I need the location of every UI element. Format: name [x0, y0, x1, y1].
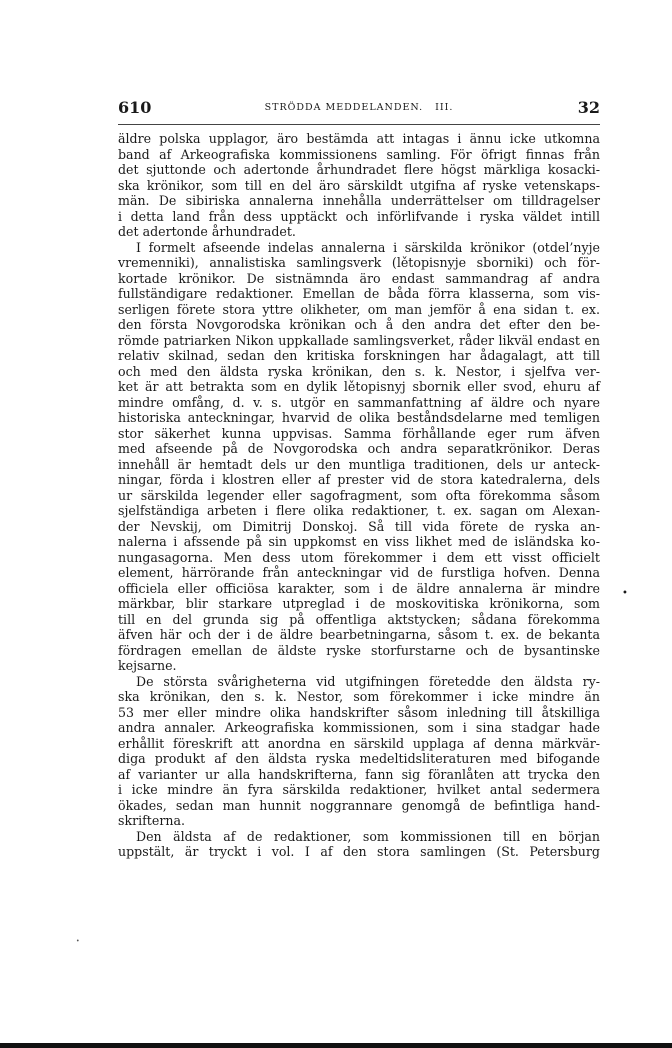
text-line: uppstält, är tryckt i vol. I af den stora samlingen (St. Petersburg	[118, 844, 600, 859]
text-line: män. De sibiriska annalerna innehålla underrättelser om tilldragelser	[118, 193, 600, 208]
text-line: det sjuttonde och adertonde århundradet flere högst märkliga kosacki-	[118, 162, 600, 177]
text-line: I formelt afseende indelas annalerna i särskilda krönikor (otdel’nyje	[136, 239, 600, 255]
text-line: till en del grunda sig på offentliga aktstycken; sådana förekomma	[118, 611, 600, 627]
running-title-text: STRÖDDA MEDDELANDEN.	[264, 102, 424, 113]
text-line: ur särskilda legender eller sagofragment, som ofta förekomma såsom	[118, 487, 600, 503]
section-number: 32	[577, 98, 600, 117]
text-line: relativ skilnad, sedan den kritiska forskningen har ådagalagt, att till	[118, 348, 600, 363]
text-line: serligen förete stora yttre olikheter, om man jemför å ena sidan t. ex.	[118, 301, 600, 317]
text-line: kortade krönikor. De sistnämnda äro endast sammandrag af andra	[118, 270, 600, 286]
text-line: af varianter ur alla handskrifterna, fann sig föranlåten att trycka den	[118, 766, 600, 782]
text-line: römde patriarken Nikon uppkallade samlingsverket, råder likväl endast en	[118, 332, 600, 348]
running-title	[118, 102, 600, 113]
text-line: der Nevskij, om Dimitrij Donskoj. Så till vida förete de ryska an-	[118, 518, 600, 534]
text-line: fördragen emellan de äldste ryske storfurstarne och de bysantinske	[118, 642, 600, 658]
text-line: mindre omfång, d. v. s. utgör en sammanfattning af äldre och nyare	[118, 394, 600, 410]
page-number: 610	[118, 98, 152, 117]
text-line: i icke mindre än fyra särskilda redaktioner, hvilket antal sedermera	[118, 782, 600, 797]
text-line: element, härrörande från anteckningar vid de furstliga hofven. Denna	[118, 565, 600, 580]
text-line: ska krönikan, den s. k. Nestor, som förekommer i icke mindre än	[118, 689, 600, 704]
text-line: äldre polska upplagor, äro bestämda att intagas i ännu icke utkomna	[118, 131, 600, 146]
body-text	[118, 131, 600, 860]
text-line: band af Arkeografiska kommissionens samling. För öfrigt finnas från	[118, 146, 600, 162]
page-speck: •	[76, 938, 80, 945]
text-line: andra annaler. Arkeografiska kommissionen, som i sina stadgar hade	[118, 720, 600, 735]
scan-edge	[0, 1043, 672, 1048]
text-line: innehåll är hemtadt dels ur den muntliga traditionen, dels ur anteck-	[118, 456, 600, 472]
text-line: det adertonde århundradet.	[118, 224, 296, 239]
text-line: den första Novgorodska krönikan och å den andra det efter den be-	[118, 317, 600, 332]
text-line: ket är att betrakta som en dylik lětopisnyj sbornik eller svod, ehuru af	[118, 379, 600, 394]
text-line: kejsarne.	[118, 658, 177, 673]
page-header	[118, 98, 600, 122]
margin-mark: •	[622, 588, 628, 599]
text-line: ska krönikor, som till en del äro särskildt utgifna af ryske vetenskaps-	[118, 177, 600, 193]
text-line: ökades, sedan man hunnit noggrannare genomgå de befintliga hand-	[118, 797, 600, 813]
text-line: De största svårigheterna vid utgifningen företedde den äldsta ry-	[136, 673, 600, 689]
text-line: 53 mer eller mindre olika handskrifter såsom inledning till åtskilliga	[118, 704, 600, 720]
text-line: med afseende på de Novgorodska och andra separatkrönikor. Deras	[118, 441, 600, 456]
text-line: vremenniki), annalistiska samlingsverk (lětopisnyje sborniki) och för-	[118, 255, 600, 270]
text-line: märkbar, blir starkare utpreglad i de moskovitiska krönikorna, som	[118, 596, 600, 611]
section-label: III.	[435, 102, 454, 113]
text-line: nalerna i afssende på sin uppkomst en viss likhet med de isländska ko-	[118, 534, 600, 549]
text-line: diga produkt af den äldsta ryska medeltidsliteraturen med bifogande	[118, 751, 600, 766]
text-line: historiska anteckningar, hvarvid de olika beståndsdelarne med temligen	[118, 410, 600, 425]
text-line: äfven här och der i de äldre bearbetningarna, såsom t. ex. de bekanta	[118, 627, 600, 642]
text-line: ningar, förda i klostren eller af prester vid de stora katedralerna, dels	[118, 472, 600, 487]
text-line: erhållit föreskrift att anordna en särskild upplaga af denna märkvär-	[118, 735, 600, 751]
text-line: skrifterna.	[118, 813, 185, 828]
header-rule	[118, 124, 600, 125]
text-line: stor säkerhet kunna uppvisas. Samma förhållande eger rum äfven	[118, 425, 600, 441]
text-line: sjelfständiga arbeten i flere olika redaktioner, t. ex. sagan om Alexan-	[118, 503, 600, 518]
text-line: Den äldsta af de redaktioner, som kommissionen till en början	[136, 828, 600, 844]
text-line: officiela eller officiösa karakter, som i de äldre annalerna är mindre	[118, 580, 600, 596]
text-line: nungasagorna. Men dess utom förekommer i dem ett visst officielt	[118, 549, 600, 565]
text-line: och med den äldsta ryska krönikan, den s. k. Nestor, i sjelfva ver-	[118, 363, 600, 379]
text-line: i detta land från dess upptäckt och införlifvande i ryska väldet intill	[118, 208, 600, 224]
text-line: fullständigare redaktioner. Emellan de båda förra klasserna, som vis-	[118, 286, 600, 301]
